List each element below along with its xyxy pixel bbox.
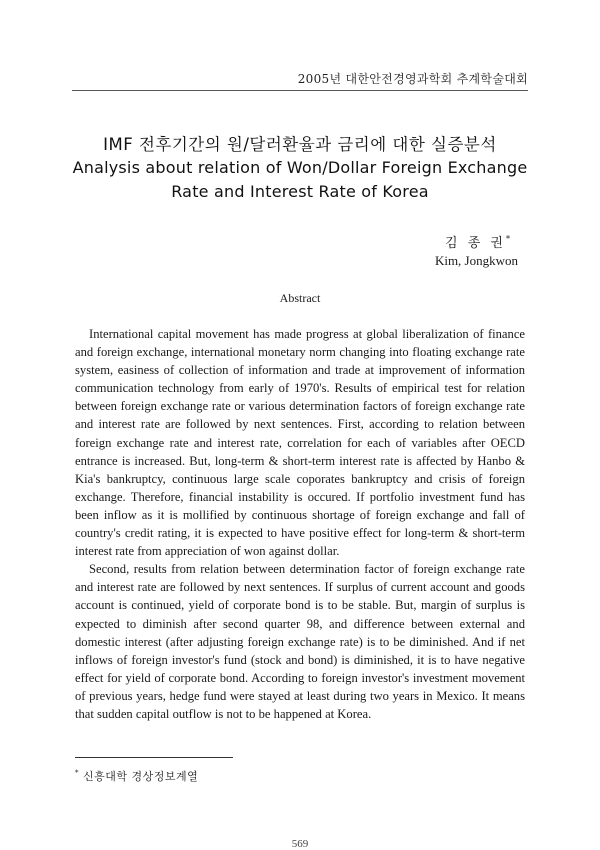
footnote-marker: *	[75, 769, 79, 778]
author-footnote-marker: *	[506, 234, 510, 244]
author-korean	[445, 232, 510, 251]
abstract-heading: Abstract	[279, 291, 321, 305]
header-rule	[72, 90, 528, 91]
footnote-rule	[75, 757, 233, 758]
page-number: 569	[291, 838, 309, 850]
running-header: 2005년 대한안전경영과학회 추계학술대회	[297, 72, 528, 86]
title-english-line2: Rate and Interest Rate of Korea	[171, 182, 429, 201]
abstract-paragraph-1: International capital movement has made progress at global liberalization of finance and foreign exchange, international monetary norm changing into floating exchange rate system, easiness of collection of information and trade at improvement of information communication technology from early of 1970's. Results of empirical test for relation between foreign exchange rate or various determination factors of foreign exchange rate and interest rate are followed by next sentences. First, according to relation between foreign exchange rate and interest rate, correlation for each of variables after OECD entrance is increased. But, long-term & short-term interest rate is affected by Hanbo & Kia's bankruptcy, continuous large scale coporates bankruptcy and crisis of foreign exchange. Therefore, financial instability is occured. If portfolio investment fund has been inflow as it is mollified by continuous shortage of foreign exchange and fall of country's credit rating, it is expected to have positive effect for long-term & short-term interest rate from appreciation of won against dollar.	[75, 327, 525, 559]
footnote	[75, 768, 198, 784]
abstract-paragraph-2: Second, results from relation between determination factor of foreign exchange rate and interest rate are followed by next sentences. If surplus of current account and goods account is continued, yield of corporate bond is to be stable. But, margin of surplus is expected to diminish after second quarter 98, and difference between external and domestic interest (after adjusting foreign exchange rate) is to be diminished. And if net inflows of foreign investor's fund (stock and bond) is diminished, it is to have negative effect for yield of corporate bond. According to foreign investor's investment movement of previous years, hedge fund were stayed at least during two years in Mexico. It means that sudden capital outflow is not to be happened at Korea.	[75, 562, 525, 721]
title-korean: IMF 전후기간의 원/달러환율과 금리에 대한 실증분석	[103, 135, 497, 154]
title-english-line1: Analysis about relation of Won/Dollar Foreign Exchange	[72, 158, 528, 177]
abstract-body	[75, 325, 525, 723]
title-block	[40, 133, 560, 204]
author-english: Kim, Jongkwon	[434, 253, 518, 268]
footnote-text: 신흥대학 경상정보계열	[83, 770, 199, 783]
author-korean-name: 김 종 권	[445, 236, 506, 251]
